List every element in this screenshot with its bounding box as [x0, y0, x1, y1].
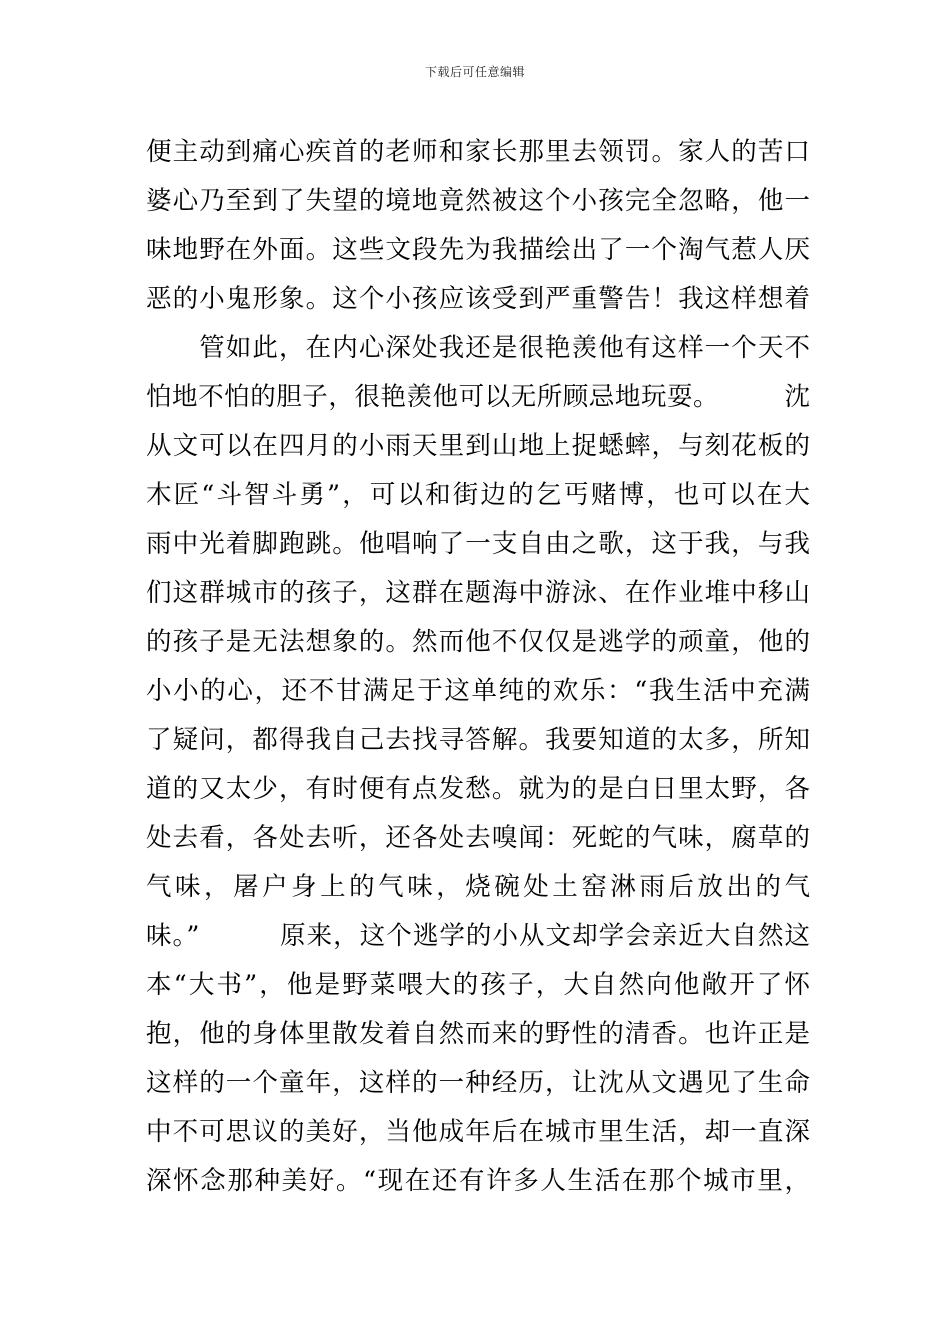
- text-line: 便主动到痛心疾首的老师和家长那里去领罚。家人的苦口: [146, 137, 810, 167]
- text-line: 婆心乃至到了失望的境地竟然被这个小孩完全忽略，他一: [146, 186, 810, 216]
- text-line: 道的又太少，有时便有点发愁。就为的是白日里太野，各: [146, 774, 810, 804]
- text-line: 深怀念那种美好。“现在还有许多人生活在那个城市里，: [146, 1166, 810, 1196]
- text-line: 味地野在外面。这些文段先为我描绘出了一个淘气惹人厌: [146, 235, 810, 265]
- text-line: 中不可思议的美好，当他成年后在城市里生活，却一直深: [146, 1117, 810, 1147]
- text-line: 味。” 原来，这个逃学的小从文却学会亲近大自然这: [146, 921, 810, 951]
- text-line: 雨中光着脚跑跳。他唱响了一支自由之歌，这于我，与我: [146, 529, 810, 559]
- text-line: 本“大书”，他是野菜喂大的孩子，大自然向他敞开了怀: [146, 970, 810, 1000]
- body-text: [146, 128, 810, 1206]
- text-line: 管如此，在内心深处我还是很艳羡他有这样一个天不: [146, 333, 810, 363]
- text-line: 抱，他的身体里散发着自然而来的野性的清香。也许正是: [146, 1019, 810, 1049]
- text-line: 这样的一个童年，这样的一种经历，让沈从文遇见了生命: [146, 1068, 810, 1098]
- text-line: 恶的小鬼形象。这个小孩应该受到严重警告！我这样想着: [146, 284, 810, 314]
- text-line: 木匠“斗智斗勇”，可以和街边的乞丐赌博，也可以在大: [146, 480, 810, 510]
- text-line: 从文可以在四月的小雨天里到山地上捉蟋蟀，与刻花板的: [146, 431, 810, 461]
- text-line: 们这群城市的孩子，这群在题海中游泳、在作业堆中移山: [146, 578, 810, 608]
- text-line: 气味，屠户身上的气味，烧碗处土窑淋雨后放出的气: [146, 872, 810, 902]
- text-line: 的孩子是无法想象的。然而他不仅仅是逃学的顽童，他的: [146, 627, 810, 657]
- text-line: 怕地不怕的胆子，很艳羡他可以无所顾忌地玩耍。 沈: [146, 382, 810, 412]
- page-header: 下载后可任意编辑: [424, 65, 525, 79]
- text-line: 了疑问，都得我自己去找寻答解。我要知道的太多，所知: [146, 725, 810, 755]
- text-line: 处去看，各处去听，还各处去嗅闻：死蛇的气味，腐草的: [146, 823, 810, 853]
- text-line: 小小的心，还不甘满足于这单纯的欢乐：“我生活中充满: [146, 676, 810, 706]
